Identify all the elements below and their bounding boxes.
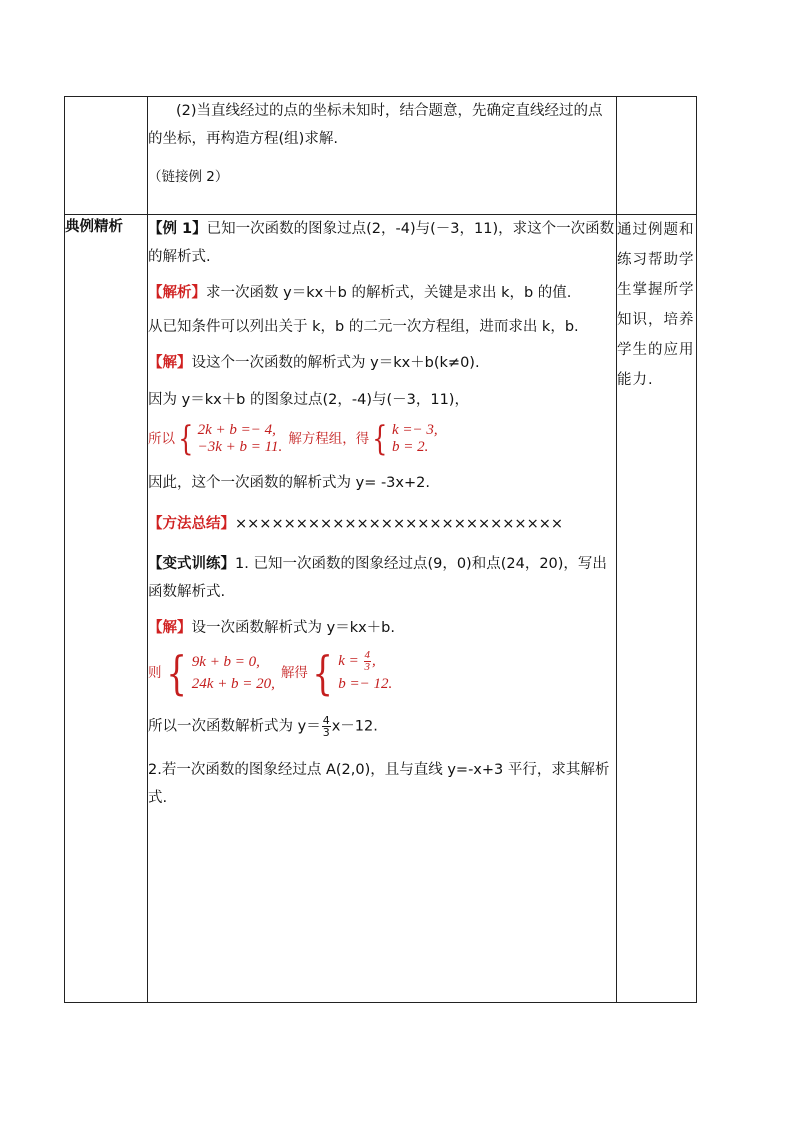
equation: 9k + b = 0, <box>191 653 260 670</box>
system-equations <box>198 422 283 456</box>
system-results <box>392 422 438 456</box>
fraction-numerator: 4 <box>322 714 330 728</box>
equation-system-2 <box>148 645 616 700</box>
solution-text: 设这个一次函数的解析式为 y＝kx＋b(k≠0). <box>191 355 480 371</box>
method-text: ××××××××××××××××××××××××××× <box>235 516 564 532</box>
equation: −3k + b = 11. <box>197 439 283 455</box>
result: b = 2. <box>391 439 429 455</box>
equation: 2k + b =− 4, <box>197 422 276 438</box>
fraction-denominator: 3 <box>322 726 330 740</box>
example-link: （链接例 2） <box>148 169 229 185</box>
method-label: 【方法总结】 <box>148 516 235 532</box>
conclusion-post: x－12. <box>331 718 378 735</box>
fraction-numerator: 4 <box>364 649 370 662</box>
result-tail: , <box>372 653 376 669</box>
result: k =− 3, <box>391 422 438 438</box>
variant-conclusion <box>148 715 616 738</box>
row1-right-cell <box>617 97 697 215</box>
conclusion-pre: 所以一次函数解析式为 y＝ <box>148 718 321 735</box>
variant-text: 1. 已知一次函数的图象经过点(9，0)和点(24，20)，写出函数解析式. <box>148 556 607 600</box>
left-brace-icon: { <box>165 645 187 700</box>
solution-conclusion: 因此，这个一次函数的解析式为 y= -3x+2. <box>148 475 430 491</box>
method-point-2: (2)当直线经过的点的坐标未知时，结合题意，先确定直线经过的点的坐标，再构造方程(组)求解. <box>148 103 603 147</box>
system-mid-text: 解方程组，得 <box>288 431 370 447</box>
equation-system-1 <box>148 419 616 459</box>
result: b =− 12. <box>338 676 393 693</box>
fraction <box>322 715 331 738</box>
row1-content-cell <box>148 97 617 215</box>
row1-left-cell <box>65 97 148 215</box>
left-brace-icon: { <box>372 419 388 459</box>
method-summary <box>148 510 616 538</box>
system-mid-text: 解得 <box>280 664 308 681</box>
left-brace-icon: { <box>312 645 333 700</box>
fraction <box>364 650 372 673</box>
teaching-intent-cell: 通过例题和练习帮助学生掌握所学知识，培养学生的应用能力. <box>617 215 697 1003</box>
system-equations <box>192 651 275 695</box>
variant-training <box>148 550 616 606</box>
example-1-text: 已知一次函数的图象过点(2，-4)与(－3，11)，求这个一次函数的解析式. <box>148 221 615 265</box>
result <box>338 650 392 673</box>
variant-label: 【变式训练】 <box>148 556 235 572</box>
table-row <box>65 215 697 1003</box>
lesson-table <box>64 96 697 1003</box>
system-prefix: 所以 <box>148 431 175 447</box>
example-1 <box>148 215 616 271</box>
result-lhs: k = <box>338 653 363 669</box>
solution-points: 因为 y＝kx＋b 的图象过点(2，-4)与(－3，11)， <box>148 392 469 408</box>
system-prefix: 则 <box>148 664 162 681</box>
solution-label: 【解】 <box>148 355 192 371</box>
table-row <box>65 97 697 215</box>
variant-solution-label: 【解】 <box>148 620 192 636</box>
left-brace-icon: { <box>178 419 194 459</box>
analysis <box>148 283 616 303</box>
section-label: 典例精析 <box>65 215 148 1003</box>
analysis-text: 求一次函数 y＝kx＋b 的解析式，关键是求出 k，b 的值. <box>206 285 572 301</box>
system-results <box>338 650 392 695</box>
fraction-denominator: 3 <box>364 661 370 674</box>
solution-intro <box>148 353 616 373</box>
equation: 24k + b = 20, <box>191 675 275 692</box>
analysis-continued: 从已知条件可以列出关于 k，b 的二元一次方程组，进而求出 k，b. <box>148 319 579 335</box>
example-1-label: 【例 1】 <box>148 221 207 237</box>
example-content-cell <box>148 215 617 1003</box>
question-2: 2.若一次函数的图象经过点 A(2,0)，且与直线 y=-x+3 平行，求其解析式. <box>148 762 610 807</box>
variant-solution-text: 设一次函数解析式为 y＝kx＋b. <box>191 620 395 636</box>
analysis-label: 【解析】 <box>148 285 206 301</box>
variant-solution <box>148 618 616 638</box>
